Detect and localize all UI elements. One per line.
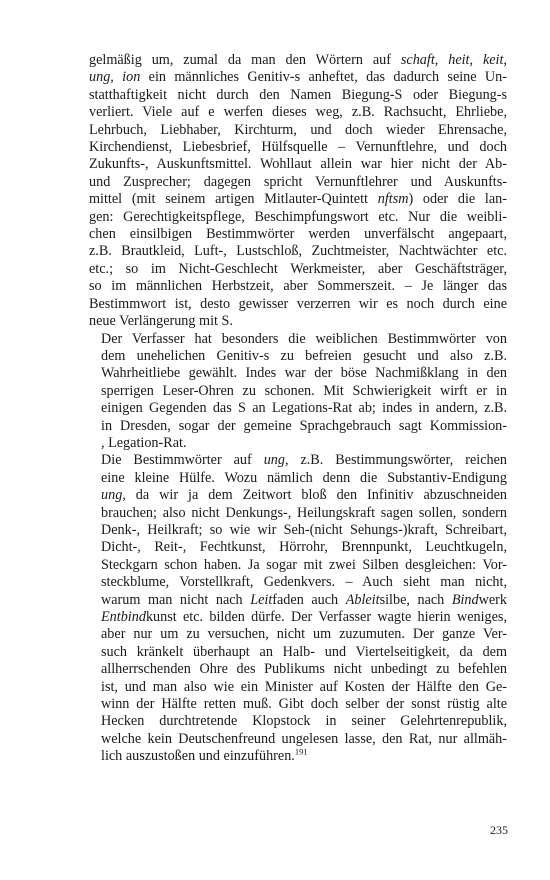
text-line: Entbindkunst etc. bilden dürfe. Der Verfasser wagte hierin weniges, (101, 609, 507, 625)
text-line: ist, und man also wie ein Minister auf Kosten der Hälfte den Ge- (101, 678, 507, 695)
text-line: warum man nicht nach Leitfaden auch Ableitsilbe, nach Bindwerk (101, 591, 507, 608)
text-line: dem unehelichen Genitiv-s zu befreien gesucht und also z.B. (101, 347, 507, 364)
text-line: brauchen; also nicht Denkungs-, Heilungskraft sagen sollen, sondern (101, 504, 507, 521)
text-line: Zukunfts-, Auskunftsmittel. Wohllaut allein war hier nicht der Ab- (89, 156, 507, 173)
text-line: Bestimmwort ist, desto gewisser verzerren wir es noch durch eine (89, 295, 507, 312)
text-line: aber nur um zu versuchen, nicht um zuzumuten. Der ganze Ver- (101, 626, 507, 643)
text-line: gelmäßig um, zumal da man den Wörtern auf schaft, heit, keit, (89, 52, 507, 68)
text-line: verliert. Viele auf e werfen dieses weg, z.B. Rachsucht, Ehrliebe, (89, 104, 507, 121)
text-line: so im männlichen Herbstzeit, aber Sommerszeit. – Je länger das (89, 278, 507, 295)
text-line: welche kein Deutschenfreund ungelesen lasse, den Rat, nur allmäh- (101, 730, 507, 747)
text-line: , Legation-Rat. (101, 434, 187, 451)
paragraph (89, 52, 507, 331)
text-line: in Dresden, sogar der gemeine Sprachgebrauch sagt Kommission- (101, 417, 507, 434)
text-line: Steckgarn schon haben. Ja sogar mit zwei Silben desgleichen: Vor- (101, 556, 507, 573)
text-line: winn der Hälfte retten muß. Gibt doch selber der sonst rüstig alte (101, 696, 507, 713)
text-line: Lehrbuch, Liebhaber, Kirchturm, und doch wieder Ehrensache, (89, 121, 507, 138)
text-line: steckblume, Vorstellkraft, Gedenkvers. – Auch sieht man nicht, (101, 574, 507, 591)
text-line: allherrschenden Ohre des Publikums nicht unbedingt zu befehlen (101, 661, 507, 678)
text-line: gen: Gerechtigkeitspflege, Beschimpfungswort etc. Nur die weibli- (89, 208, 507, 225)
text-line: mittel (mit seinem artigen Mitlauter-Quintett nftsm) oder die lan- (89, 191, 507, 208)
text-line: statthaftigkeit nicht durch den Namen Biegung-S oder Biegung-s (89, 86, 507, 103)
text-line: Der Verfasser hat besonders die weiblichen Bestimmwörter von (101, 330, 507, 347)
text-line: neue Verlängerung mit S. (89, 313, 233, 330)
text-line: chen einsilbigen Bestimmwörter werden unverfälscht angepaart, (89, 226, 507, 243)
text-line: etc.; so im Nicht-Geschlecht Werkmeister, aber Geschäftsträger, (89, 260, 507, 277)
text-line: eine kleine Hülfe. Wozu nämlich denn die Substantiv-Endigung (101, 469, 507, 486)
text-line: z.B. Brautkleid, Luft-, Lustschloß, Zuchtmeister, Nachtwächter etc. (89, 243, 507, 260)
text-line: einigen Gegenden das S an Legations-Rat ab; indes in andern, z.B. (101, 400, 507, 417)
text-line: such kränkelt überhaupt an Halb- und Viertelseitigkeit, da dem (101, 643, 507, 660)
paragraph (89, 452, 507, 765)
paragraph (89, 331, 507, 453)
page-number: 235 (490, 823, 508, 837)
text-line: ung, da wir ja dem Zeitwort bloß den Infinitiv abzuschneiden (101, 487, 507, 504)
body-text (89, 52, 507, 766)
text-line: Die Bestimmwörter auf ung, z.B. Bestimmungswörter, reichen (101, 452, 507, 469)
text-line: Dicht-, Reit-, Fechtkunst, Hörrohr, Brennpunkt, Leuchtkugeln, (101, 539, 507, 556)
text-line: Kirchendienst, Liebesbrief, Hülfsquelle – Vernunftlehre, und doch (89, 139, 507, 156)
text-line: sperrigen Leser-Ohren zu schonen. Mit Schwierigkeit wirft er in (101, 382, 507, 399)
text-line: Hecken durchtretende Klopstock in seiner Gelehrtenrepublik, (101, 713, 507, 730)
text-line: Denk-, Heilkraft; so wie wir Seh-(nicht Sehungs-)kraft, Schreibart, (101, 521, 507, 538)
text-line: lich auszustoßen und einzuführen.$^{191}$ (101, 748, 308, 765)
text-line: und Zusprecher; dagegen spricht Vernunftlehrer und Auskunfts- (89, 173, 507, 190)
text-line: Wahrheitliebe gewählt. Indes war der böse Nachmißklang in den (101, 365, 507, 382)
text-line: ung, ion ein männliches Genitiv-s anheftet, das dadurch seine Un- (89, 69, 507, 86)
footnote-reference[interactable]: 191 (294, 748, 308, 757)
